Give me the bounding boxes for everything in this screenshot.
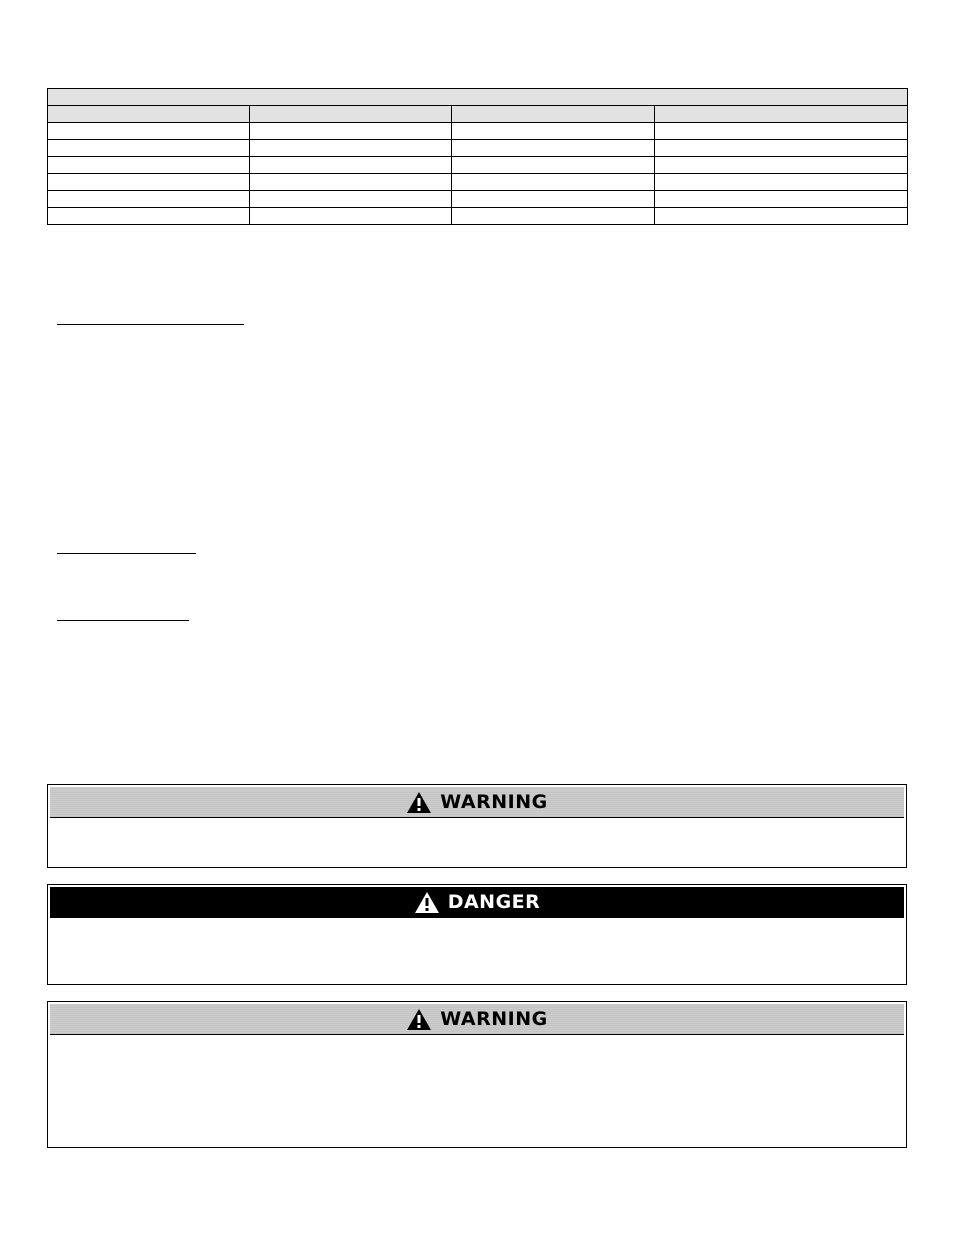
table-cell [250, 157, 452, 174]
table-row [48, 140, 908, 157]
table-cell [655, 174, 908, 191]
table-row [48, 157, 908, 174]
table-cell [250, 208, 452, 225]
warning-triangle-icon [414, 891, 440, 914]
warning-header [50, 787, 904, 818]
warning-title: WARNING [440, 791, 548, 813]
warning-triangle-icon [406, 1008, 432, 1031]
table-column-header [655, 106, 908, 123]
table-cell [250, 174, 452, 191]
table-row [48, 123, 908, 140]
table-column-header [48, 106, 250, 123]
table-cell [452, 140, 655, 157]
table-cell [48, 191, 250, 208]
table-header-row [48, 106, 908, 123]
table-cell [655, 157, 908, 174]
section-heading [57, 553, 196, 554]
table-cell [452, 208, 655, 225]
section-heading [57, 620, 189, 621]
table-title [48, 89, 908, 106]
table-cell [655, 208, 908, 225]
table-cell [48, 157, 250, 174]
table-cell [48, 140, 250, 157]
table-cell [48, 174, 250, 191]
warning-triangle-icon [406, 791, 432, 814]
warning-box [47, 784, 907, 868]
warning-body [48, 818, 906, 826]
table-column-header [250, 106, 452, 123]
table-cell [452, 174, 655, 191]
warning-header [50, 1004, 904, 1035]
table-cell [655, 123, 908, 140]
table-title-row [48, 89, 908, 106]
table-cell [452, 191, 655, 208]
table-cell [655, 191, 908, 208]
table-row [48, 208, 908, 225]
table-cell [452, 123, 655, 140]
danger-header [50, 887, 904, 918]
spec-table [47, 88, 908, 225]
table-cell [48, 208, 250, 225]
danger-box [47, 884, 907, 985]
table-cell [250, 140, 452, 157]
warning-title: WARNING [440, 1008, 548, 1030]
table-cell [250, 191, 452, 208]
table-cell [452, 157, 655, 174]
danger-body [48, 918, 906, 926]
table-column-header [452, 106, 655, 123]
table-cell [48, 123, 250, 140]
warning-box [47, 1001, 907, 1148]
table-cell [655, 140, 908, 157]
table-cell [250, 123, 452, 140]
warning-body [48, 1035, 906, 1043]
table-row [48, 191, 908, 208]
table-row [48, 174, 908, 191]
danger-title: DANGER [447, 891, 541, 913]
section-heading [57, 324, 244, 325]
